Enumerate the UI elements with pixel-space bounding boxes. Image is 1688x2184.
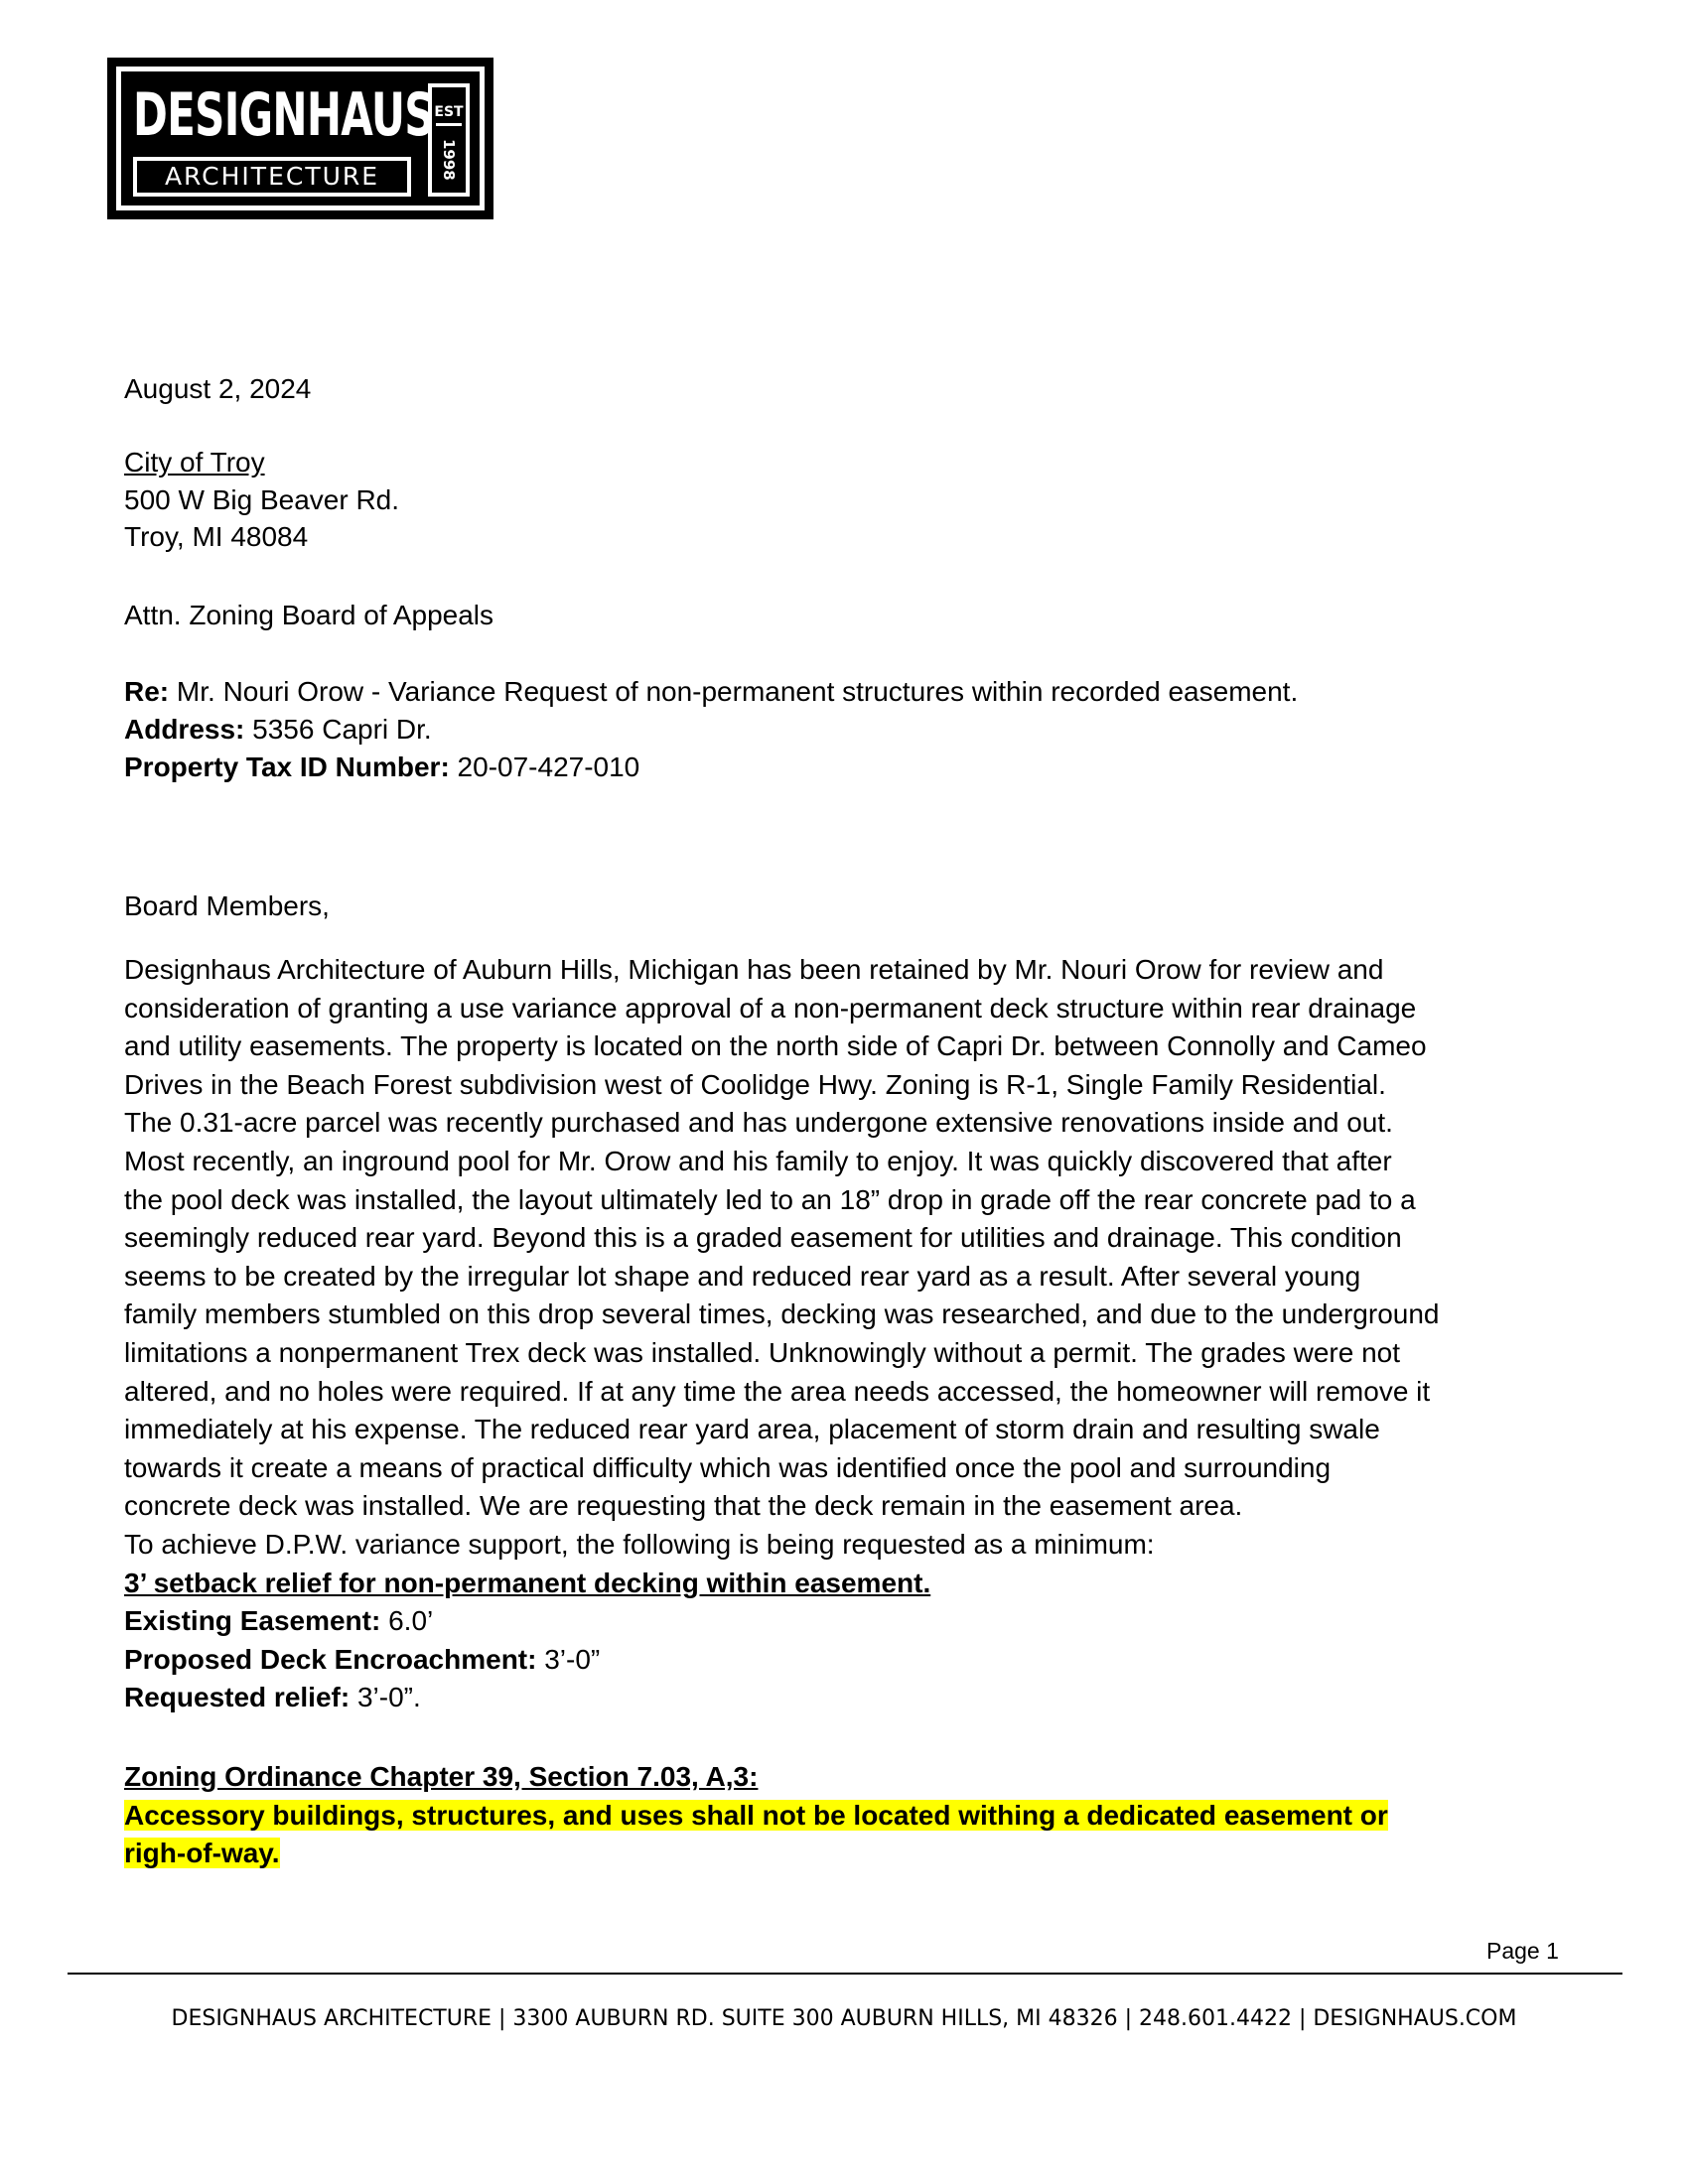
address-label: Address: (124, 714, 245, 745)
attention-line: Attn. Zoning Board of Appeals (124, 600, 494, 630)
relief-heading (124, 1565, 1584, 1603)
body-line: limitations a nonpermanent Trex deck was installed. Unknowingly without a permit. The grades were not (124, 1336, 1401, 1368)
ordinance-heading (124, 1758, 758, 1796)
ordinance-quote-text-2: righ-of-way. (124, 1838, 280, 1868)
re-label: Re: (124, 676, 170, 707)
body-line: altered, and no holes were required. If at any time the area needs accessed, the homeowner will remove it (124, 1375, 1431, 1407)
ordinance-heading-text: Zoning Ordinance Chapter 39, Section 7.03, A,3: (124, 1761, 759, 1792)
logo-frame (116, 67, 485, 210)
body-paragraph (124, 951, 1584, 1717)
body-line: The 0.31-acre parcel was recently purchased and has undergone extensive renovations inside and out. (124, 1107, 1393, 1139)
body-line: To achieve D.P.W. variance support, the following is being requested as a minimum: (124, 1528, 1155, 1560)
requested-relief-label: Requested relief: (124, 1682, 351, 1713)
logo-wordmark: DESIGNHAUS (133, 80, 434, 150)
body-line: family members stumbled on this drop several times, decking was researched, and due to the underground (124, 1298, 1440, 1330)
existing-easement-value: 6.0’ (380, 1605, 434, 1637)
existing-easement-label: Existing Easement: (124, 1605, 381, 1637)
recipient-name: City of Troy (124, 447, 265, 478)
re-text: Mr. Nouri Orow - Variance Request of non-permanent structures within recorded easement. (169, 676, 1299, 707)
tax-id-label: Property Tax ID Number: (124, 751, 450, 782)
body-line: seems to be created by the irregular lot shape and reduced rear yard as a result. After several young (124, 1260, 1361, 1292)
proposed-encroachment-label: Proposed Deck Encroachment: (124, 1643, 537, 1675)
re-line (124, 673, 1298, 711)
letter-date: August 2, 2024 (124, 373, 312, 404)
body-line: and utility easements. The property is located on the north side of Capri Dr. between Connolly and Cameo (124, 1030, 1427, 1062)
body-line: consideration of granting a use variance approval of a non-permanent deck structure within rear drainage (124, 992, 1417, 1024)
ordinance-quote-text-1: Accessory buildings, structures, and uses shall not be located withing a dedicated easement or (124, 1800, 1388, 1831)
requested-relief-line (124, 1679, 1584, 1717)
footer-contact: DESIGNHAUS ARCHITECTURE | 3300 AUBURN RD. SUITE 300 AUBURN HILLS, MI 48326 | 248.601.4422 | DESIGNHAUS.COM (171, 2006, 1517, 2031)
ordinance-quote-line-2 (124, 1835, 280, 1872)
tax-id-line (124, 749, 639, 786)
address-text: 5356 Capri Dr. (244, 714, 432, 745)
page-number: Page 1 (1486, 1938, 1559, 1964)
salutation: Board Members, (124, 890, 330, 921)
logo-established-badge (428, 83, 470, 197)
body-line: seemingly reduced rear yard. Beyond this is a graded easement for utilities and drainage. This condition (124, 1222, 1402, 1254)
relief-heading-text: 3’ setback relief for non-permanent decking within easement. (124, 1567, 931, 1598)
proposed-encroachment-value: 3’-0” (536, 1643, 601, 1675)
requested-relief-value: 3’-0”. (350, 1682, 421, 1713)
body-line: Drives in the Beach Forest subdivision west of Coolidge Hwy. Zoning is R-1, Single Family Residential. (124, 1068, 1386, 1100)
logo-est-year: 1998 (440, 139, 458, 181)
tax-id-text: 20-07-427-010 (449, 751, 640, 782)
address-line (124, 711, 432, 749)
body-line: Designhaus Architecture of Auburn Hills, Michigan has been retained by Mr. Nouri Orow for review and (124, 954, 1384, 985)
body-line: Most recently, an inground pool for Mr. Orow and his family to enjoy. It was quickly discovered that after (124, 1145, 1392, 1176)
existing-easement-line (124, 1602, 1584, 1641)
body-line: immediately at his expense. The reduced rear yard area, placement of storm drain and resulting swale (124, 1414, 1380, 1445)
body-line: the pool deck was installed, the layout ultimately led to an 18” drop in grade off the rear concrete pad to a (124, 1183, 1416, 1215)
recipient-street: 500 W Big Beaver Rd. (124, 484, 400, 515)
company-logo (107, 58, 493, 219)
proposed-encroachment-line (124, 1641, 1584, 1680)
body-line: concrete deck was installed. We are requesting that the deck remain in the easement area. (124, 1490, 1243, 1522)
body-line: towards it create a means of practical difficulty which was identified once the pool and surrounding (124, 1451, 1332, 1483)
logo-est-label: EST (434, 104, 464, 120)
ordinance-quote-line-1 (124, 1797, 1388, 1835)
footer-divider (68, 1973, 1622, 1975)
logo-est-divider (436, 123, 462, 126)
recipient-city: Troy, MI 48084 (124, 521, 309, 552)
logo-subtitle: ARCHITECTURE (133, 157, 411, 197)
